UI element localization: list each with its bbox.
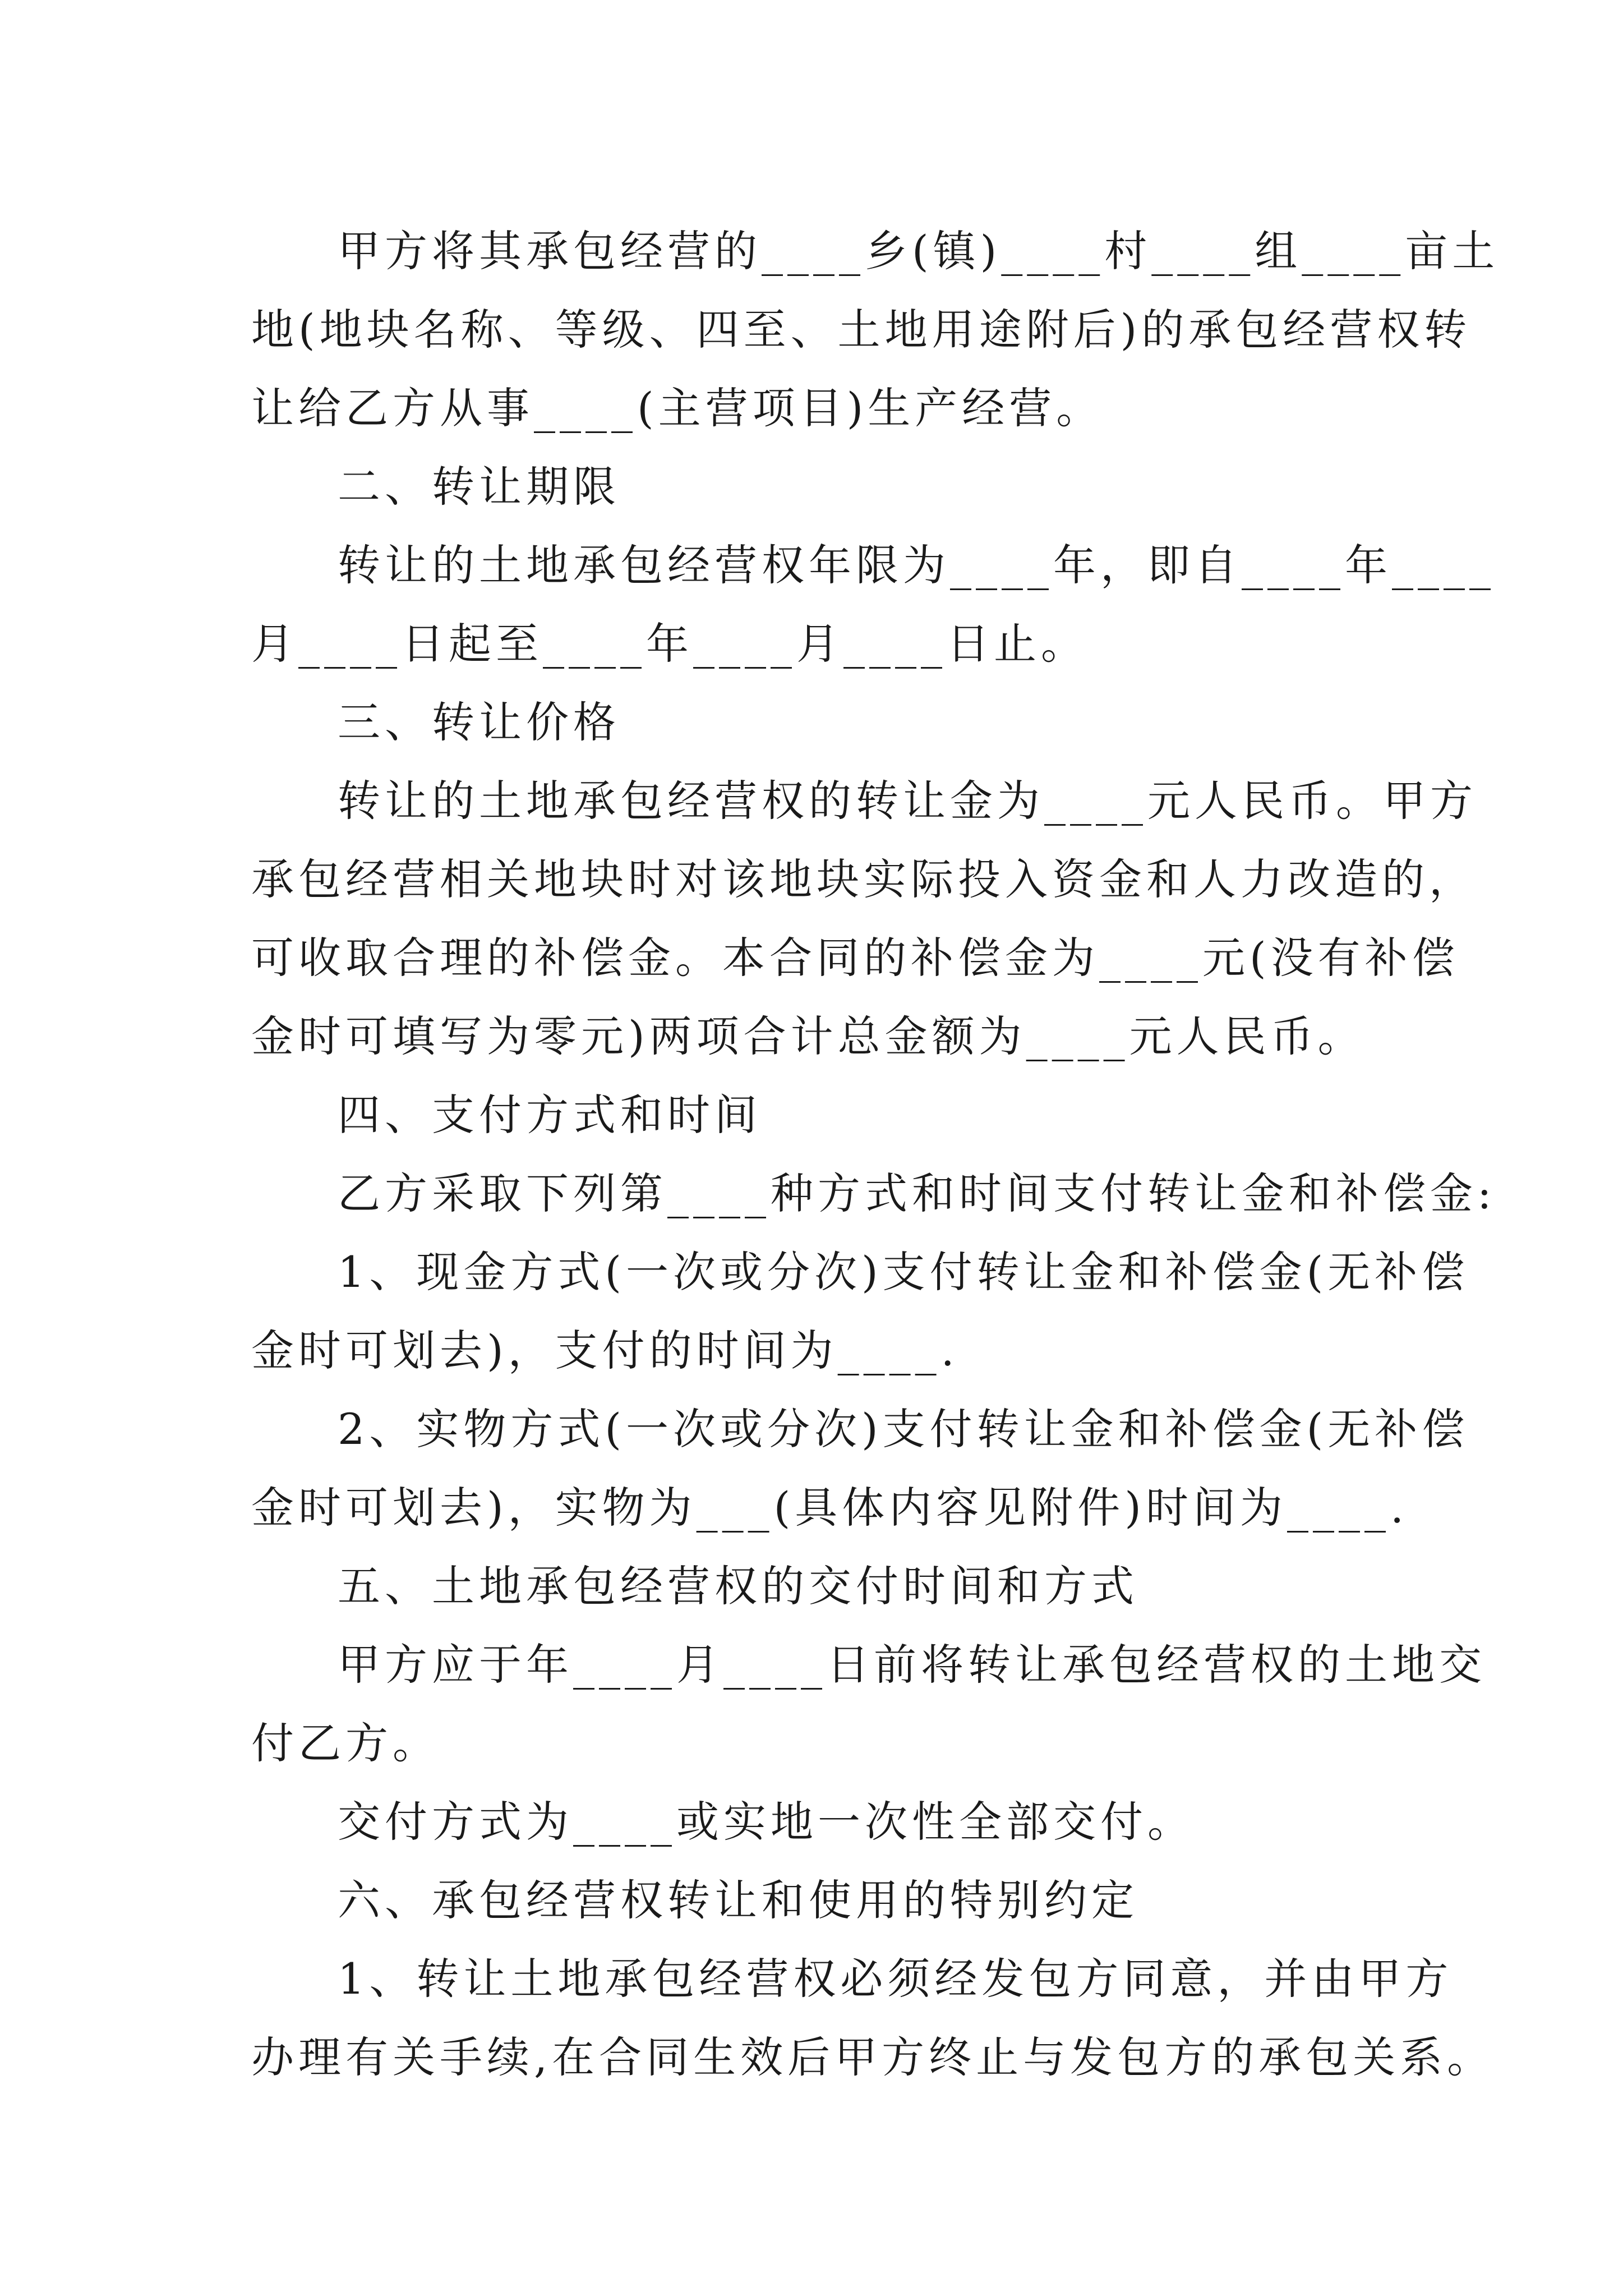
paragraph-line-13: 乙方采取下列第____种方式和时间支付转让金和补偿金: [338, 1168, 1496, 1218]
paragraph-line-6: 月____日起至____年____月____日止。 [251, 619, 1088, 669]
section-heading-transfer-term: 二、转让期限 [338, 462, 620, 512]
paragraph-line-5: 转让的土地承包经营权年限为____年，即自____年____ [338, 540, 1495, 590]
paragraph-line-2: 地(地块名称、等级、四至、土地用途附后)的承包经营权转 [251, 305, 1472, 355]
paragraph-line-1: 甲方将其承包经营的____乡(镇)____村____组____亩土 [338, 226, 1500, 276]
paragraph-line-20: 付乙方。 [251, 1718, 440, 1768]
section-heading-delivery: 五、土地承包经营权的交付时间和方式 [338, 1561, 1138, 1611]
paragraph-line-10: 可收取合理的补偿金。本合同的补偿金为____元(没有补偿 [251, 933, 1459, 983]
list-item-cash-line-1: 1、现金方式(一次或分次)支付转让金和补偿金(无补偿 [338, 1247, 1469, 1297]
paragraph-line-9: 承包经营相关地块时对该地块实际投入资金和人力改造的， [251, 854, 1476, 904]
document-body [251, 212, 1500, 2097]
section-heading-transfer-price: 三、转让价格 [338, 697, 620, 747]
paragraph-line-19: 甲方应于年____月____日前将转让承包经营权的土地交 [338, 1640, 1486, 1690]
list-item-consent-line-2: 办理有关手续,在合同生效后甲方终止与发包方的承包关系。 [251, 2032, 1495, 2082]
list-item-goods-line-2: 金时可划去)，实物为___(具体内容见附件)时间为____. [251, 1483, 1409, 1533]
list-item-consent-line-1: 1、转让土地承包经营权必须经发包方同意，并由甲方 [338, 1954, 1453, 2004]
paragraph-line-11: 金时可填写为零元)两项合计总金额为____元人民币。 [251, 1011, 1365, 1061]
section-heading-payment: 四、支付方式和时间 [338, 1090, 762, 1140]
list-item-cash-line-2: 金时可划去)，支付的时间为____. [251, 1326, 959, 1375]
paragraph-line-8: 转让的土地承包经营权的转让金为____元人民币。甲方 [338, 776, 1477, 826]
list-item-goods-line-1: 2、实物方式(一次或分次)支付转让金和补偿金(无补偿 [338, 1404, 1469, 1454]
section-heading-special-terms: 六、承包经营权转让和使用的特别约定 [338, 1875, 1138, 1925]
paragraph-line-21: 交付方式为____或实地一次性全部交付。 [338, 1797, 1195, 1847]
paragraph-line-3: 让给乙方从事____(主营项目)生产经营。 [251, 383, 1104, 433]
